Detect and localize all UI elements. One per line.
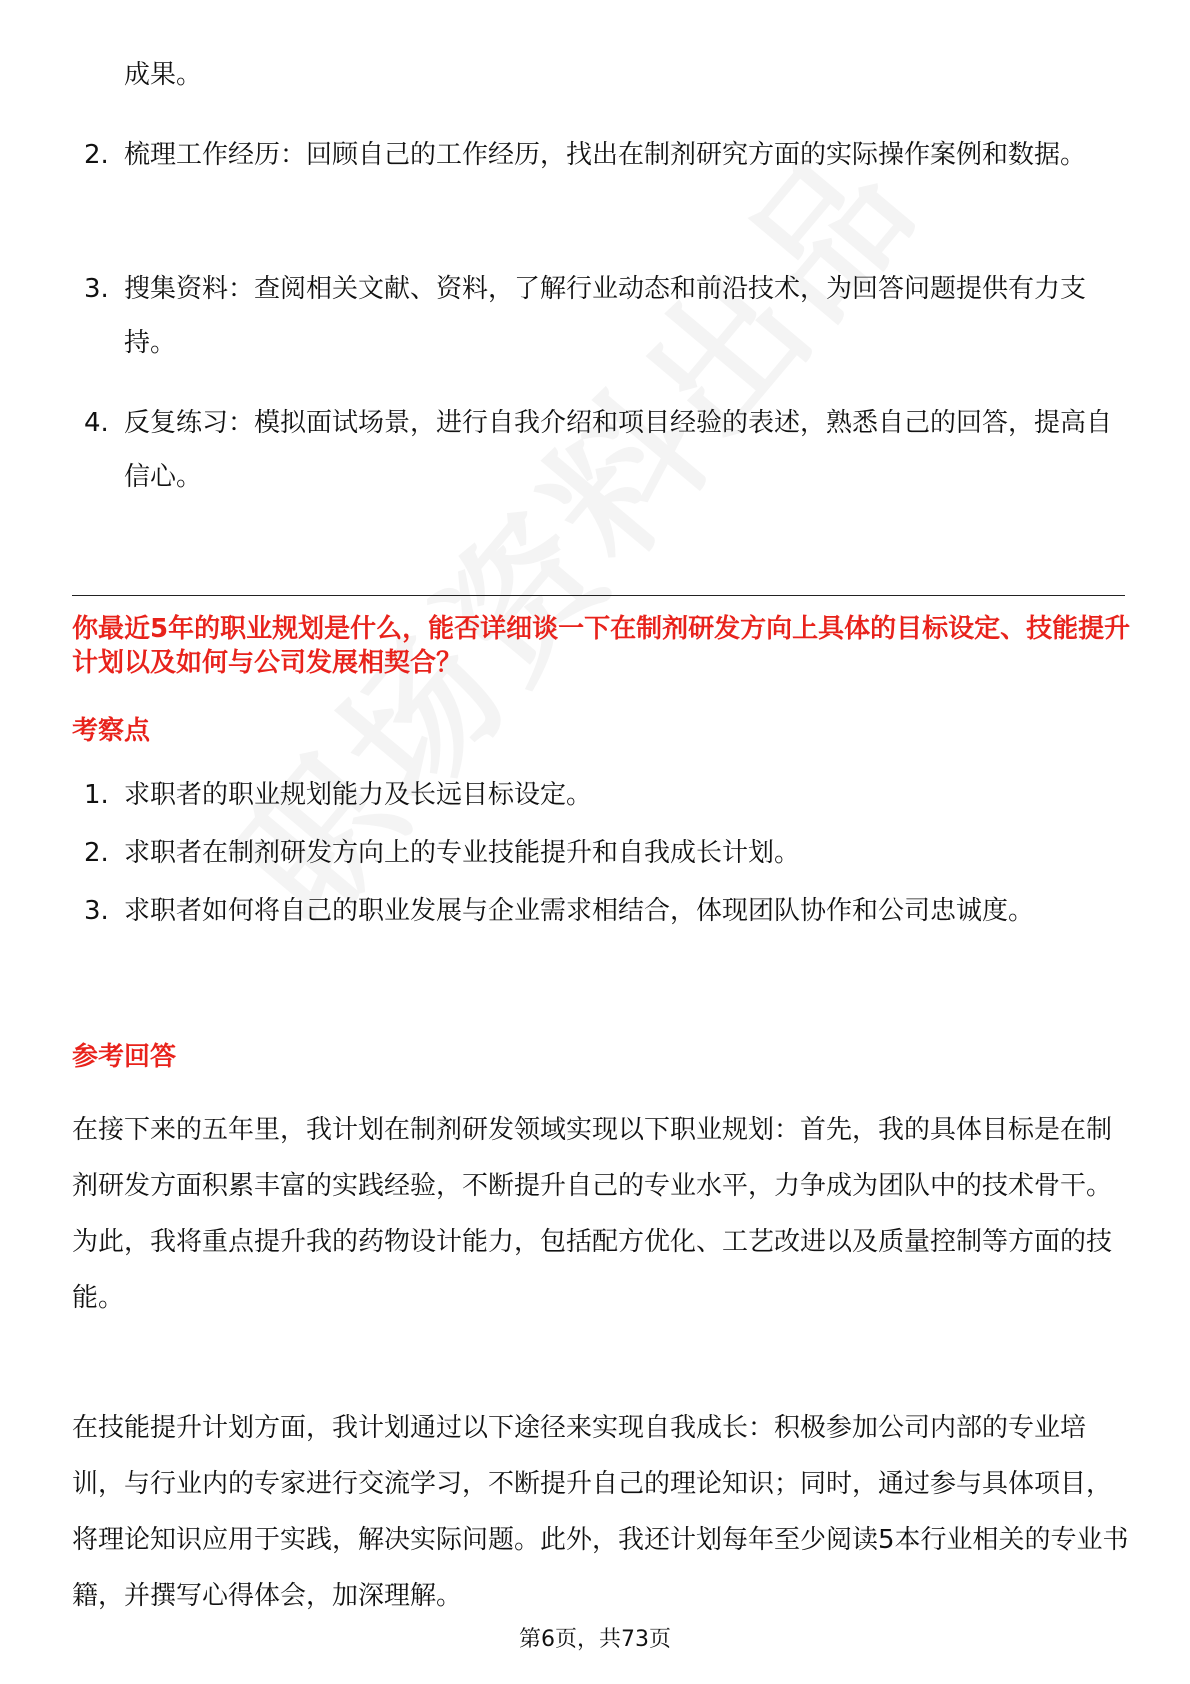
- list-text: 成果。: [124, 60, 203, 90]
- list-item: [72, 262, 1122, 370]
- list-number: 2.: [84, 140, 109, 170]
- list-number: 4.: [84, 408, 109, 438]
- list-text: 搜集资料：查阅相关文献、资料，了解行业动态和前沿技术，为回答问题提供有力支持。: [124, 274, 1087, 358]
- answer-paragraph: 在技能提升计划方面，我计划通过以下途径来实现自我成长：积极参加公司内部的专业培训，与行业内的专家进行交流学习，不断提升自己的理论知识；同时，通过参与具体项目，将理论知识应用于实践，解决实际问题。此外，我还计划每年至少阅读5本行业相关的专业书籍，并撰写心得体会，加深理解。: [72, 1413, 1129, 1611]
- list-item: [72, 396, 1122, 504]
- points-heading: 考察点: [72, 716, 151, 746]
- list-item: [72, 128, 1122, 182]
- list-item: [72, 768, 1122, 822]
- section-divider: [72, 595, 1125, 596]
- list-text: 梳理工作经历：回顾自己的工作经历，找出在制剂研究方面的实际操作案例和数据。: [124, 140, 1087, 170]
- list-text: 求职者如何将自己的职业发展与企业需求相结合，体现团队协作和公司忠诚度。: [124, 896, 1035, 926]
- list-item: [72, 884, 1122, 938]
- list-number: 2.: [84, 838, 109, 868]
- list-number: 3.: [84, 896, 109, 926]
- answer-paragraph: 在接下来的五年里，我计划在制剂研发领域实现以下职业规划：首先，我的具体目标是在制剂研发方面积累丰富的实践经验，不断提升自己的专业水平，力争成为团队中的技术骨干。为此，我将重点提升我的药物设计能力，包括配方优化、工艺改进以及质量控制等方面的技能。: [72, 1115, 1113, 1313]
- list-text: 反复练习：模拟面试场景，进行自我介绍和项目经验的表述，熟悉自己的回答，提高自信心。: [124, 408, 1113, 492]
- interview-question: 你最近5年的职业规划是什么，能否详细谈一下在制剂研发方向上具体的目标设定、技能提升计划以及如何与公司发展相契合？: [72, 614, 1131, 678]
- list-number: 1.: [84, 780, 109, 810]
- list-number: 3.: [84, 274, 109, 304]
- page-footer: 第6页，共73页: [519, 1627, 671, 1652]
- answer-heading: 参考回答: [72, 1042, 177, 1072]
- list-text: 求职者在制剂研发方向上的专业技能提升和自我成长计划。: [124, 838, 801, 868]
- list-text: 求职者的职业规划能力及长远目标设定。: [124, 780, 593, 810]
- list-item: [72, 826, 1122, 880]
- list-item: [72, 48, 1122, 102]
